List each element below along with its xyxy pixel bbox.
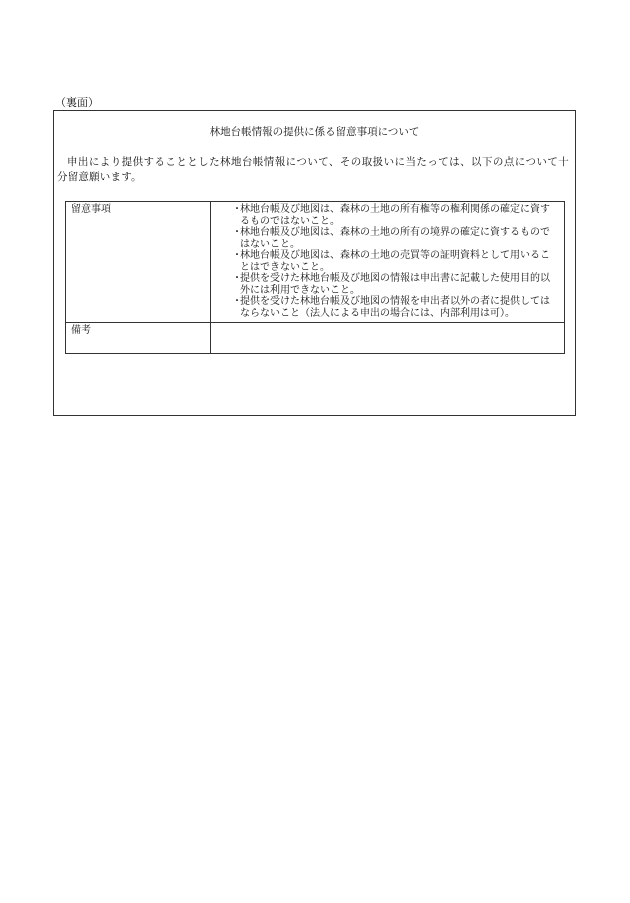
reverse-side-label: （裏面） bbox=[55, 96, 99, 109]
bullet-icon: ・ bbox=[232, 296, 242, 307]
table-row bbox=[66, 323, 565, 354]
list-item-text: 林地台帳及び地図は、森林の土地の所有権等の権利関係の確定に資するものではないこと。 bbox=[240, 204, 550, 227]
bullet-icon: ・ bbox=[232, 204, 242, 215]
bullet-icon: ・ bbox=[232, 250, 242, 261]
list-item bbox=[232, 227, 559, 250]
table-row bbox=[66, 202, 565, 323]
cautions-content bbox=[211, 202, 565, 323]
cautions-list bbox=[216, 204, 559, 319]
list-item-text: 林地台帳及び地図は、森林の土地の所有の境界の確定に資するものではないこと。 bbox=[240, 227, 550, 250]
list-item bbox=[232, 250, 559, 273]
notes-table bbox=[65, 201, 565, 354]
intro-paragraph: 申出により提供することとした林地台帳情報について、その取扱いに当たっては、以下の点について十分留意願います。 bbox=[57, 156, 569, 183]
bullet-icon: ・ bbox=[232, 227, 242, 238]
cautions-label: 留意事項 bbox=[66, 202, 211, 323]
list-item-text: 提供を受けた林地台帳及び地図の情報を申出者以外の者に提供してはならないこと（法人による申出の場合には、内部利用は可）。 bbox=[240, 296, 550, 319]
bullet-icon: ・ bbox=[232, 273, 242, 284]
list-item-text: 提供を受けた林地台帳及び地図の情報は申出書に記載した使用目的以外には利用できないこと。 bbox=[240, 273, 550, 296]
document-title: 林地台帳情報の提供に係る留意事項について bbox=[209, 126, 420, 138]
list-item-text: 林地台帳及び地図は、森林の土地の売買等の証明資料として用いることはできないこと。 bbox=[240, 250, 550, 273]
remarks-value bbox=[211, 323, 565, 354]
list-item bbox=[232, 296, 559, 319]
notice-frame bbox=[53, 110, 576, 416]
list-item bbox=[232, 273, 559, 296]
list-item bbox=[232, 204, 559, 227]
remarks-label: 備考 bbox=[66, 323, 211, 354]
